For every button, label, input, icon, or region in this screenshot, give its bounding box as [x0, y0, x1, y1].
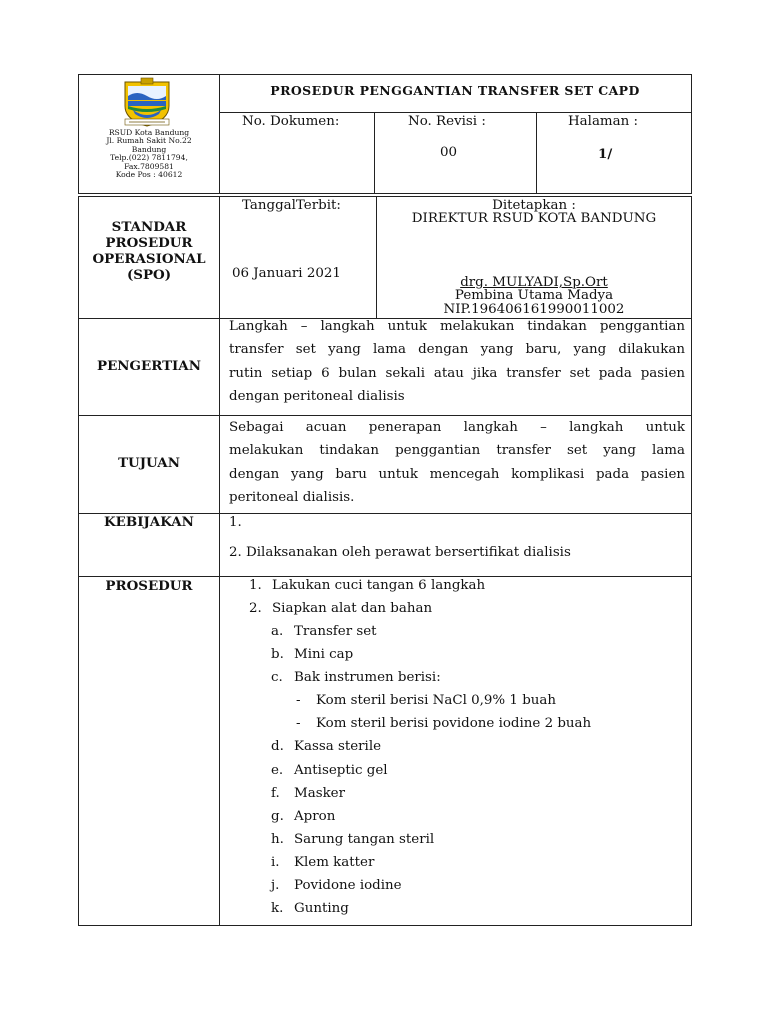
border-line: [78, 415, 692, 416]
step-text: Lakukan cuci tangan 6 langkah: [272, 578, 486, 593]
tujuan-label: TUJUAN: [118, 455, 180, 471]
pengertian-line: transfer set yang lama dengan yang baru, yang dilakukan: [229, 342, 685, 357]
tujuan-line: melakukan tindakan penggantian transfer set yang lama: [229, 443, 685, 458]
sub-item-mark: d.: [271, 739, 284, 754]
border-line: [78, 193, 692, 194]
sub-item-text: Bak instrumen berisi:: [294, 670, 441, 685]
border-line: [374, 112, 375, 194]
sub-item-mark: c.: [271, 670, 283, 685]
ditetapkan-by: DIREKTUR RSUD KOTA BANDUNG: [411, 211, 657, 226]
border-line: [691, 74, 692, 194]
sub-item-mark: g.: [271, 809, 284, 824]
document-title: PROSEDUR PENGGANTIAN TRANSFER SET CAPD: [270, 83, 640, 98]
sub-item-mark: b.: [271, 647, 284, 662]
pengertian-label: PENGERTIAN: [97, 358, 201, 374]
institution-phone: Telp.(022) 7811794,: [110, 153, 188, 163]
ditetapkan-label: Ditetapkan :: [492, 198, 576, 213]
sub-item-text: Klem katter: [294, 855, 375, 870]
kebijakan-item-2: 2. Dilaksanakan oleh perawat bersertifikat dialisis: [229, 545, 571, 560]
step-number: 1.: [249, 578, 262, 593]
pengertian-line: rutin setiap 6 bulan sekali atau jika transfer set pada pasien: [229, 366, 685, 381]
institution-postcode: Kode Pos : 40612: [115, 170, 183, 180]
spo-label-line: (SPO): [126, 267, 172, 283]
bak-item-text: Kom steril berisi povidone iodine 2 buah: [316, 716, 592, 731]
bak-item-mark: -: [296, 716, 301, 731]
border-line: [691, 196, 692, 926]
institution-name: RSUD Kota Bandung: [108, 128, 190, 137]
step-text: Siapkan alat dan bahan: [272, 601, 433, 616]
tanggal-terbit-label: TanggalTerbit:: [242, 198, 341, 213]
no-revisi-value: 00: [440, 145, 458, 160]
sub-item-mark: e.: [271, 763, 284, 778]
sub-item-mark: k.: [271, 901, 284, 916]
institution-fax: Fax.7809581: [124, 161, 174, 171]
sub-item-text: Masker: [294, 786, 346, 801]
sub-item-text: Mini cap: [294, 647, 354, 662]
spo-label: [80, 219, 218, 283]
institution-address: [80, 129, 218, 179]
no-revisi-label: No. Revisi :: [408, 114, 486, 129]
border-line: [78, 925, 692, 926]
institution-city: Bandung: [131, 144, 167, 154]
border-line: [78, 74, 79, 194]
sub-item-mark: a.: [271, 624, 284, 639]
sub-item-mark: j.: [271, 878, 280, 893]
director-rank: Pembina Utama Madya: [454, 288, 614, 303]
spo-label-line: OPERASIONAL: [92, 251, 206, 267]
bak-item-text: Kom steril berisi NaCl 0,9% 1 buah: [316, 693, 556, 708]
director-name: drg. MULYADI,Sp.Ort: [460, 275, 608, 290]
border-line: [78, 74, 692, 75]
sub-item-mark: h.: [271, 832, 284, 847]
no-dokumen-label: No. Dokumen:: [242, 114, 340, 129]
border-line: [219, 112, 692, 113]
spo-label-line: STANDAR: [111, 219, 187, 235]
sub-item-text: Apron: [294, 809, 336, 824]
kebijakan-item-1: 1.: [229, 515, 242, 530]
border-line: [78, 576, 692, 577]
halaman-label: Halaman :: [568, 114, 639, 129]
sub-item-text: Povidone iodine: [294, 878, 402, 893]
pengertian-line: dengan peritoneal dialisis: [229, 389, 405, 404]
step-number: 2.: [249, 601, 262, 616]
prosedur-label: PROSEDUR: [105, 578, 193, 594]
tujuan-line: dengan yang baru untuk mencegah komplikasi pada pasien: [229, 467, 685, 482]
sub-item-mark: i.: [271, 855, 280, 870]
director-nip: NIP.196406161990011002: [443, 302, 625, 317]
sub-item-text: Antiseptic gel: [294, 763, 388, 778]
border-line: [376, 196, 377, 319]
tujuan-line: Sebagai acuan penerapan langkah – langkah untuk: [229, 420, 685, 435]
border-line: [219, 196, 220, 926]
bak-item-mark: -: [296, 693, 301, 708]
institution-street: Jl. Rumah Sakit No.22: [106, 136, 192, 146]
sub-item-text: Transfer set: [294, 624, 377, 639]
sub-item-text: Gunting: [294, 901, 349, 916]
tujuan-line: peritoneal dialisis.: [229, 490, 355, 505]
tanggal-terbit-value: 06 Januari 2021: [232, 266, 341, 281]
spo-label-line: PROSEDUR: [105, 235, 193, 251]
sub-item-text: Sarung tangan steril: [294, 832, 435, 847]
halaman-value: 1/: [598, 146, 613, 162]
border-line: [78, 196, 692, 197]
sub-item-text: Kassa sterile: [294, 739, 382, 754]
city-emblem-logo: [119, 76, 175, 128]
kebijakan-label: KEBIJAKAN: [104, 514, 194, 530]
pengertian-line: Langkah – langkah untuk melakukan tindakan penggantian: [229, 319, 685, 334]
border-line: [536, 112, 537, 194]
border-line: [78, 196, 79, 926]
sub-item-mark: f.: [271, 786, 280, 801]
